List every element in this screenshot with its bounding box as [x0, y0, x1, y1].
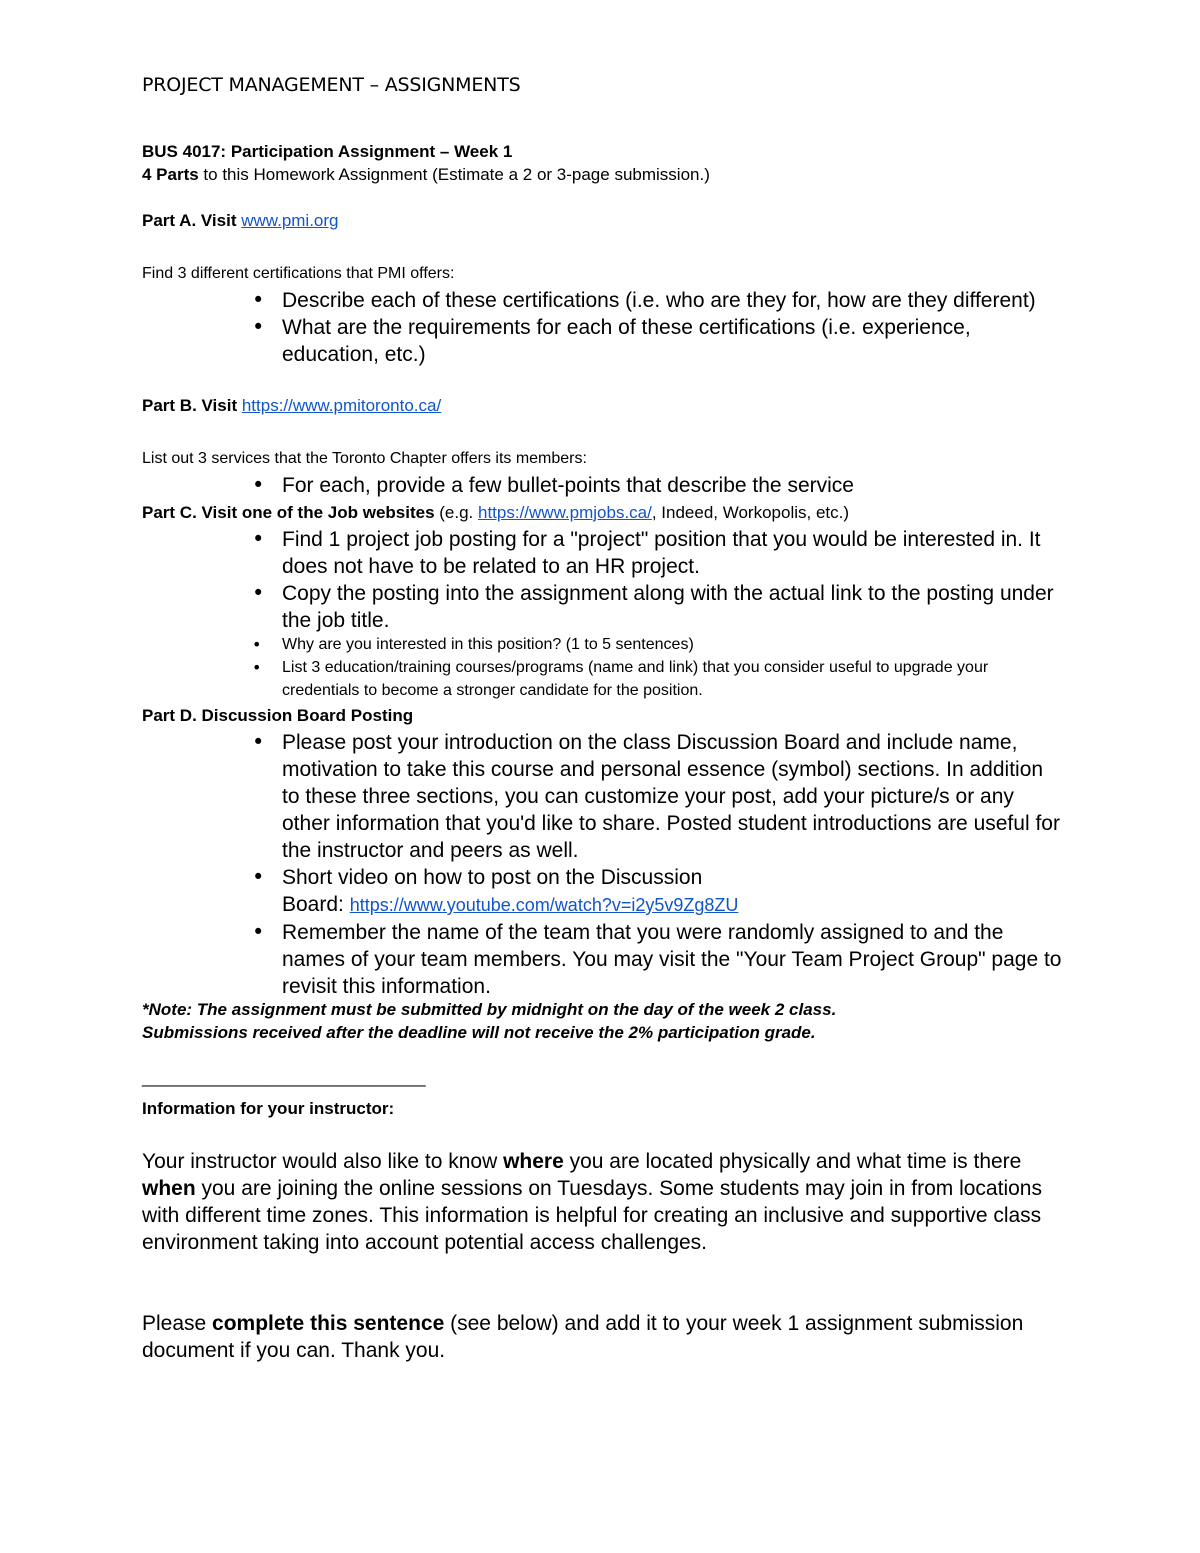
note-line-2: Submissions received after the deadline will not receive the 2% participation grade. — [142, 1023, 816, 1042]
part-c-small-bullets — [244, 633, 1064, 702]
divider-line: ______________________________ — [142, 1068, 426, 1087]
part-b-label: Part B. Visit — [142, 396, 242, 415]
para1-bold-where: where — [503, 1150, 564, 1173]
info-heading: Information for your instructor: — [142, 1099, 395, 1118]
assignment-heading: BUS 4017: Participation Assignment – Week 1 — [142, 142, 513, 161]
list-item: • List 3 education/training courses/programs (name and link) that you consider useful to upgrade your credentials to become a stronger candidate for the position. — [244, 656, 1064, 702]
para1-text-1: Your instructor would also like to know — [142, 1150, 504, 1173]
part-a-intro: Find 3 different certifications that PMI offers: — [142, 265, 455, 282]
para1-text-3: you are joining the online sessions on Tuesdays. Some students may join in from locations with different time zones. This information is helpful for creating an inclusive and supportive class environment taking into account potential access challenges. — [142, 1177, 1042, 1254]
part-a-heading — [142, 211, 339, 231]
para2-text-2: (see below) and add it to your week 1 assignment submission document if you can. Thank you. — [142, 1312, 1024, 1362]
complete-sentence-paragraph — [142, 1310, 1062, 1364]
part-b-heading — [142, 396, 441, 416]
part-b-bullets — [244, 472, 1064, 499]
list-item: • For each, provide a few bullet-points that describe the service — [244, 472, 1064, 499]
list-item: • Please post your introduction on the class Discussion Board and include name, motivation to take this course and personal essence (symbol) sections. In addition to these three sections, you can customize your post, add your picture/s or any other information that you'd like to share. Posted student introductions are useful for the instructor and peers as well. — [244, 729, 1064, 864]
pmjobs-link[interactable]: https://www.pmjobs.ca/ — [478, 503, 652, 522]
part-d-bullets — [244, 729, 1064, 1000]
list-item: • Copy the posting into the assignment along with the actual link to the posting under the job title. — [244, 580, 1064, 634]
video-line-2: Board: — [282, 893, 350, 916]
list-item: • Find 1 project job posting for a "project" position that you would be interested in. It does not have to be related to an HR project. — [244, 526, 1064, 580]
parts-count: 4 Parts — [142, 165, 199, 184]
list-item: • Why are you interested in this position? (1 to 5 sentences) — [244, 633, 1064, 656]
youtube-link[interactable]: https://www.youtube.com/watch?v=i2y5v9Zg8ZU — [349, 895, 739, 915]
list-item: • Describe each of these certifications (i.e. who are they for, how are they different) — [244, 287, 1064, 314]
list-item: • Remember the name of the team that you were randomly assigned to and the names of your team members. You may visit the "Your Team Project Group" page to revisit this information. — [244, 919, 1064, 1000]
parts-description: to this Homework Assignment (Estimate a 2 or 3-page submission.) — [198, 165, 710, 184]
parts-line — [142, 165, 710, 185]
para2-text-1: Please — [142, 1312, 213, 1335]
video-line-1: Short video on how to post on the Discussion — [282, 866, 703, 889]
pmi-link[interactable]: www.pmi.org — [241, 211, 339, 230]
list-item: • What are the requirements for each of these certifications (i.e. experience, education, etc.) — [244, 314, 1064, 368]
part-d-heading: Part D. Discussion Board Posting — [142, 706, 414, 725]
part-c-post: , Indeed, Workopolis, etc.) — [651, 503, 850, 522]
list-item — [244, 864, 1064, 919]
pmitoronto-link[interactable]: https://www.pmitoronto.ca/ — [241, 396, 442, 415]
part-a-label: Part A. Visit — [142, 211, 242, 230]
part-c-heading — [142, 503, 849, 523]
part-c-pre: (e.g. — [434, 503, 478, 522]
para1-text-2: you are located physically and what time is there — [563, 1150, 1022, 1173]
para1-bold-when: when — [142, 1177, 196, 1200]
part-c-label: Part C. Visit one of the Job websites — [142, 503, 435, 522]
note-line-1: *Note: The assignment must be submitted by midnight on the day of the week 2 class. — [142, 1000, 837, 1019]
part-b-intro: List out 3 services that the Toronto Chapter offers its members: — [142, 450, 587, 467]
part-c-bullets — [244, 526, 1064, 634]
para2-bold: complete this sentence — [212, 1312, 445, 1335]
instructor-paragraph — [142, 1148, 1062, 1256]
document-title: PROJECT MANAGEMENT – ASSIGNMENTS — [142, 74, 521, 96]
part-a-bullets — [244, 287, 1064, 368]
